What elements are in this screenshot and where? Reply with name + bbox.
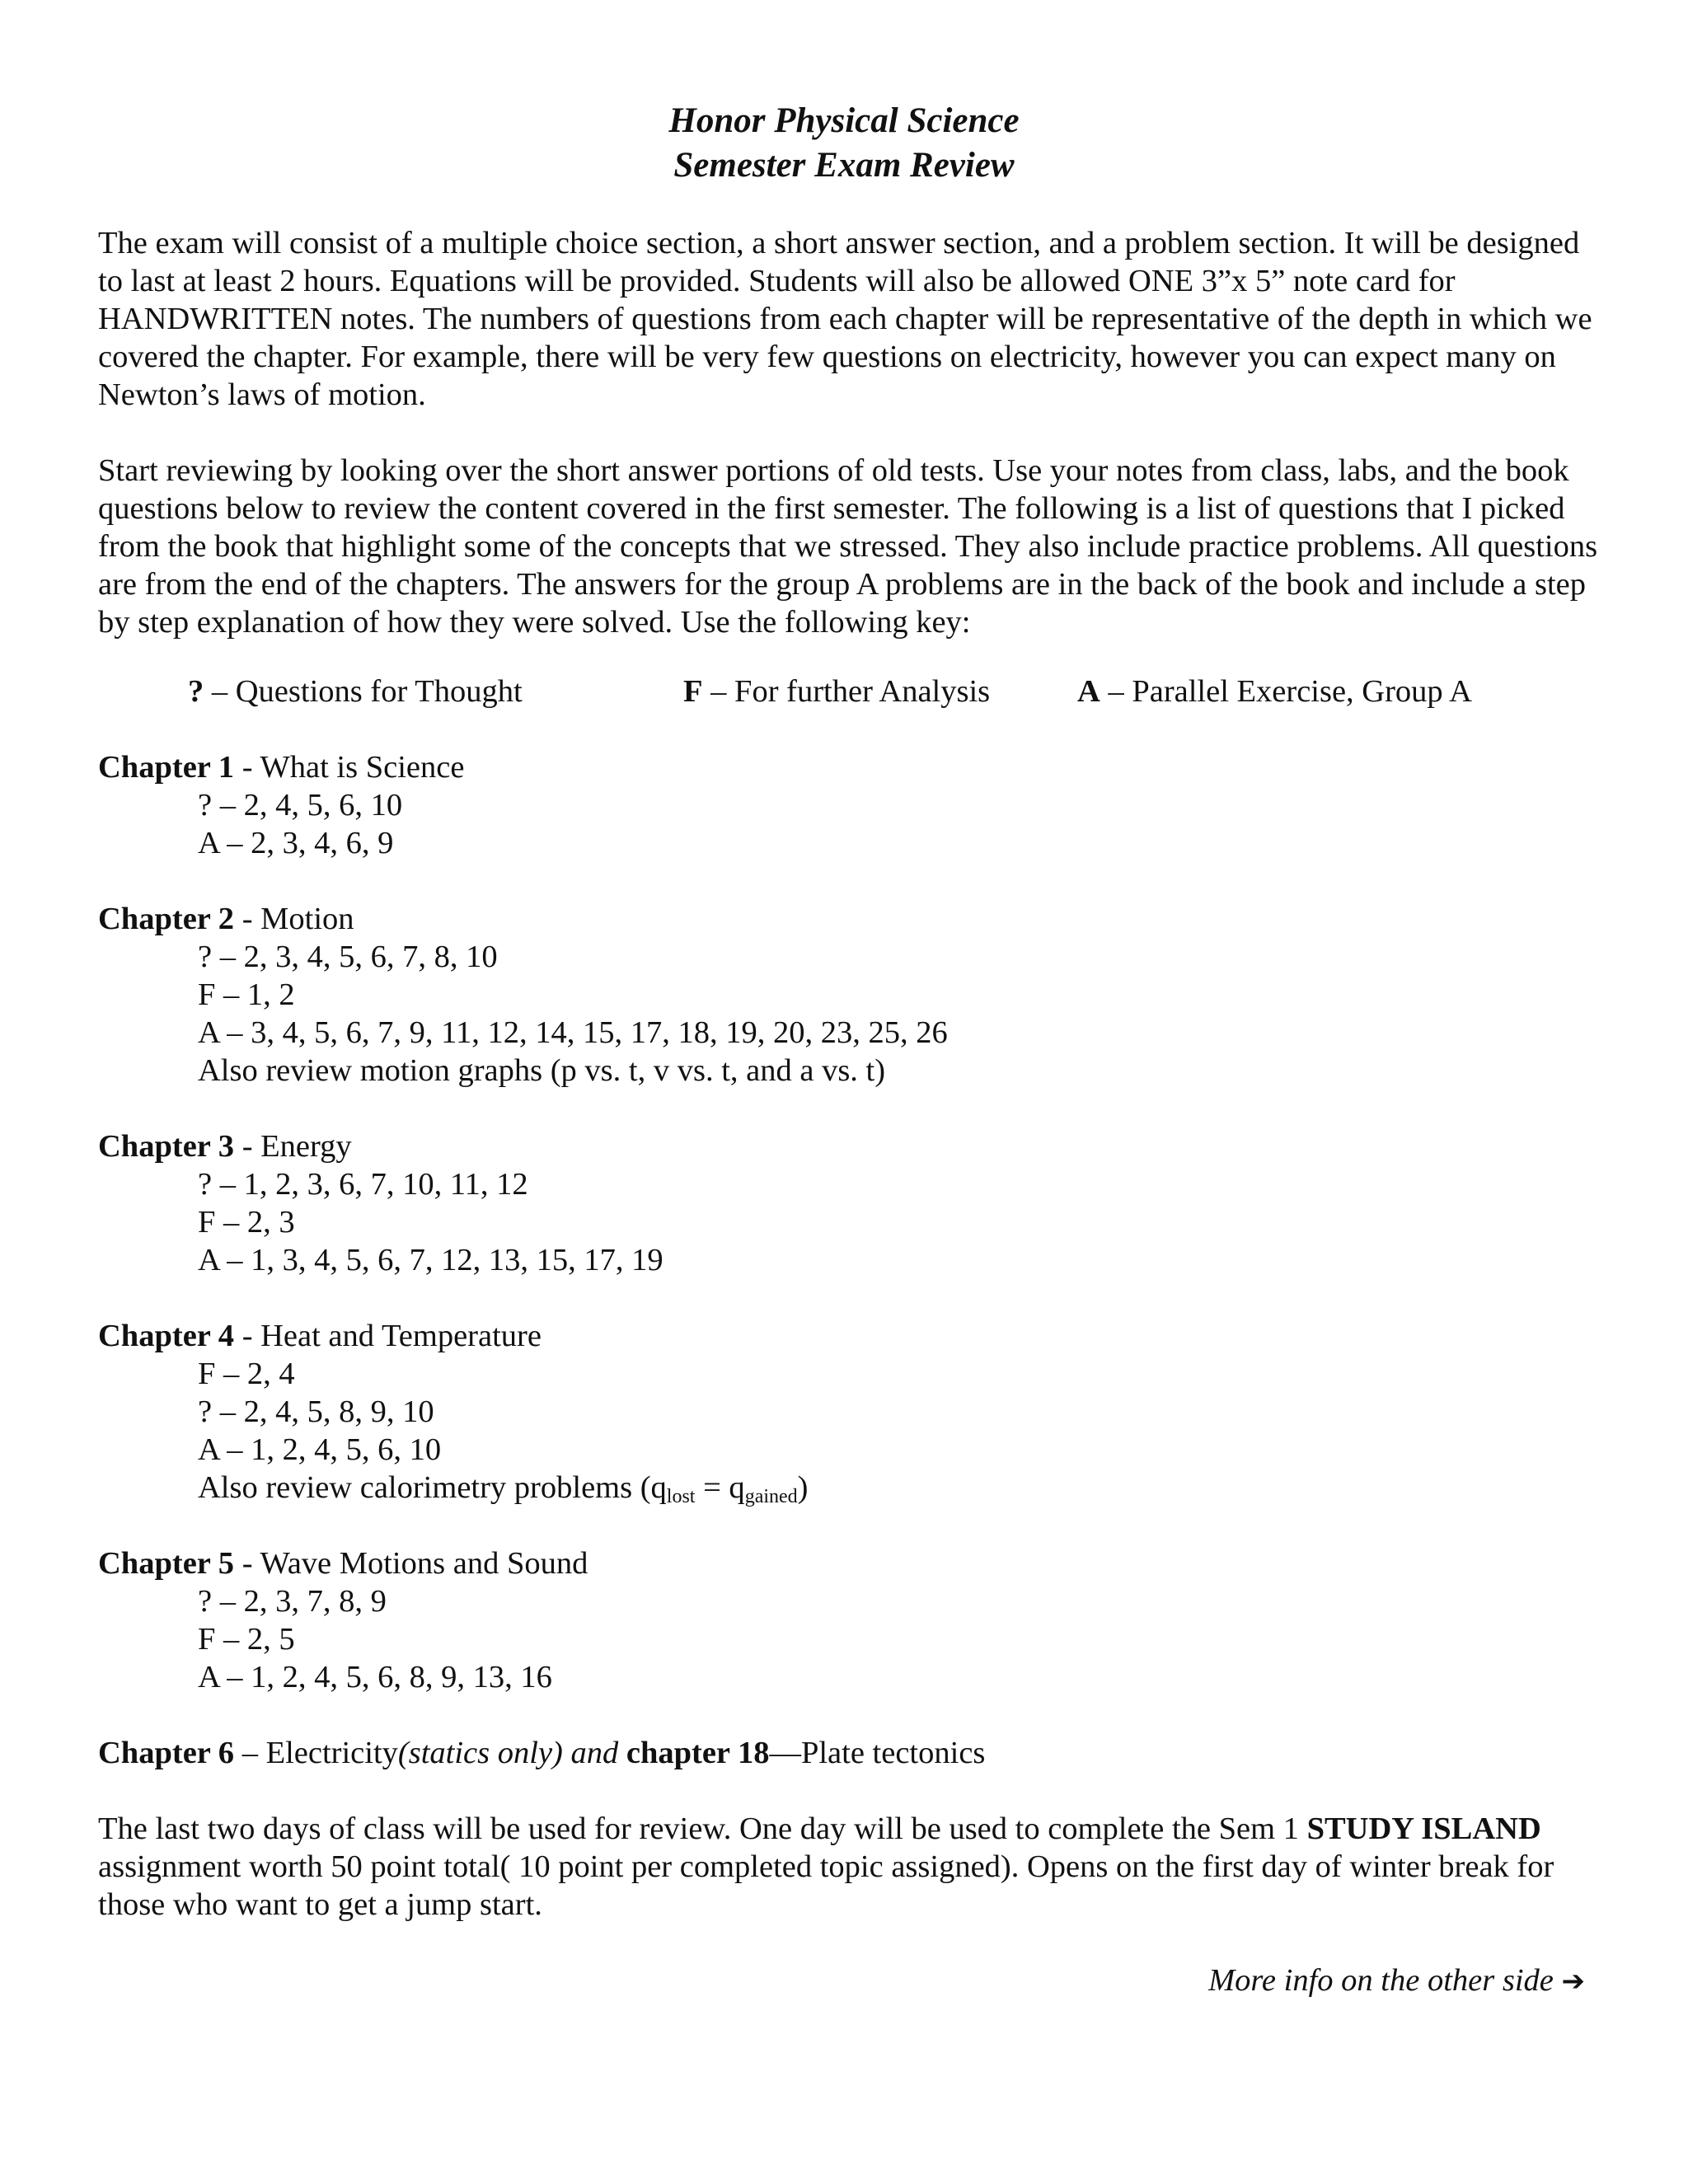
chapter-3-exercises: A – 1, 3, 4, 5, 6, 7, 12, 13, 15, 17, 19 [198,1243,663,1277]
chapter-title: – Electricity [234,1736,398,1770]
chapter-2-note: Also review motion graphs (p vs. t, v vs. t, and a vs. t) [198,1053,886,1088]
chapter-label: Chapter 5 [98,1546,235,1581]
chapter-3-heading [98,1127,352,1165]
chapter-2-questions: ? – 2, 3, 4, 5, 6, 7, 8, 10 [198,940,498,974]
chapter-4-exercises: A – 1, 2, 4, 5, 6, 10 [198,1432,442,1467]
calorimetry-prefix: Also review calorimetry problems (q [198,1470,667,1505]
chapter-4-questions: ? – 2, 4, 5, 8, 9, 10 [198,1394,434,1429]
chapter-5-heading [98,1544,588,1582]
document-subtitle: Semester Exam Review [673,146,1015,185]
more-info-note [1208,1961,1585,2000]
closing-text-after: assignment worth 50 point total( 10 point per completed topic assigned). Opens on the first day of winter break for those who want to get a jump start. [98,1849,1554,1922]
chapter-label: Chapter 2 [98,902,235,936]
key-description: – Parallel Exercise, Group A [1100,674,1472,709]
chapter-1-heading [98,748,464,786]
chapter-1-exercises: A – 2, 3, 4, 6, 9 [198,826,394,860]
more-info-text: More info on the other side [1208,1963,1562,1998]
chapter-2-exercises: A – 3, 4, 5, 6, 7, 9, 11, 12, 14, 15, 17, 18, 19, 20, 23, 25, 26 [198,1015,948,1050]
closing-text-before: The last two days of class will be used for review. One day will be used to complete the Sem 1 [98,1811,1307,1846]
chapter-4-further-analysis: F – 2, 4 [198,1357,295,1391]
subscript-gained: gained [744,1486,798,1507]
chapter-label: Chapter 4 [98,1319,235,1353]
chapter-title: - Wave Motions and Sound [234,1546,588,1581]
chapter-note: (statics only) and [397,1736,626,1770]
chapter-5-further-analysis: F – 2, 5 [198,1622,295,1657]
intro-paragraph-2: Start reviewing by looking over the short answer portions of old tests. Use your notes from class, labs, and the book questions below to review the content covered in the first semester. The following is a list of questions that I picked from the book that highlight some of the concepts that we stressed. They also include practice problems. All questions are from the end of the chapters. The answers for the group A problems are in the back of the book and include a step by step explanation of how they were solved. Use the following key: [98,453,1598,640]
chapter-1-questions: ? – 2, 4, 5, 6, 10 [198,788,403,823]
chapter-5-exercises: A – 1, 2, 4, 5, 6, 8, 9, 13, 16 [198,1660,552,1694]
chapter-label: Chapter 1 [98,750,235,785]
key-questions-for-thought [188,673,523,710]
chapter-2-further-analysis: F – 1, 2 [198,977,295,1012]
subscript-lost: lost [666,1486,696,1507]
chapter-title: - Heat and Temperature [234,1319,542,1353]
chapter-4-calorimetry-note [198,1469,809,1507]
chapter-18-title: —Plate tectonics [769,1736,986,1770]
document-title: Honor Physical Science [668,101,1020,140]
chapter-5-questions: ? – 2, 3, 7, 8, 9 [198,1584,387,1619]
chapter-3-further-analysis: F – 2, 3 [198,1205,295,1240]
key-description: – For further Analysis [702,674,991,709]
chapter-4-heading [98,1317,542,1355]
calorimetry-equals: = q [695,1470,745,1505]
chapter-2-heading [98,900,354,938]
arrow-right-icon: ➔ [1561,1965,1585,1998]
key-description: – Questions for Thought [204,674,523,709]
key-symbol: ? [188,674,204,709]
chapter-18-label: chapter 18 [626,1736,770,1770]
chapter-title: - What is Science [234,750,465,785]
chapter-label: Chapter 6 [98,1736,235,1770]
intro-paragraph-1: The exam will consist of a multiple choice section, a short answer section, and a problem section. It will be designed to last at least 2 hours. Equations will be provided. Students will also be allowed ONE 3”x 5” note card for HANDWRITTEN notes. The numbers of questions from each chapter will be representative of the depth in which we covered the chapter. For example, there will be very few questions on electricity, however you can expect many on Newton’s laws of motion. [98,226,1592,412]
study-island-label: STUDY ISLAND [1306,1811,1541,1846]
key-symbol: A [1077,674,1100,709]
key-parallel-exercise [1077,673,1472,710]
chapter-title: - Motion [234,902,354,936]
chapter-label: Chapter 3 [98,1129,235,1164]
key-further-analysis [683,673,990,710]
calorimetry-suffix: ) [797,1470,809,1505]
chapter-title: - Energy [234,1129,352,1164]
key-symbol: F [683,674,703,709]
chapter-6-heading [98,1734,985,1772]
closing-paragraph [98,1810,1598,1924]
chapter-3-questions: ? – 1, 2, 3, 6, 7, 10, 11, 12 [198,1167,528,1202]
